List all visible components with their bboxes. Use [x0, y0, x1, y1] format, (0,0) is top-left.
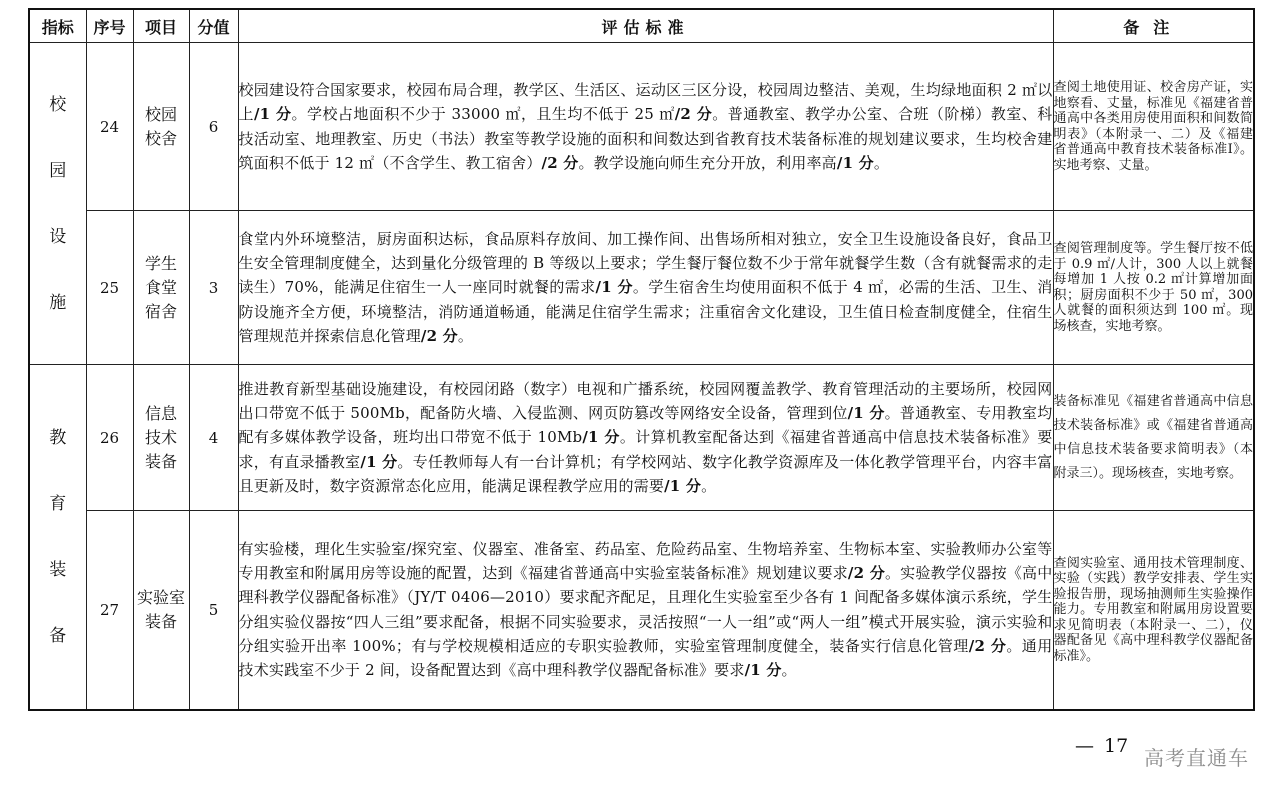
- header-seq: 序号: [86, 9, 133, 43]
- item-cell: [133, 43, 189, 211]
- item-cell: [133, 211, 189, 365]
- criteria-text: 。: [781, 661, 797, 680]
- remark-cell: 查阅实验室、通用技术管理制度、实验（实践）教学安排表、学生实验报告册，现场抽测师生实验操作能力。专用教室和附属用房设置要求见简明表（本附录一、二），仪器配备见《高中理科教学仪器配备标准》。: [1053, 511, 1254, 710]
- points-label: /2 分: [420, 326, 458, 345]
- criteria-text: 。学校占地面积不少于 33000 ㎡，且生均不低于 25 ㎡: [291, 105, 675, 124]
- table-row-26: [29, 365, 1254, 511]
- seq-cell: 27: [86, 511, 133, 710]
- item-line: 宿舍: [144, 301, 177, 321]
- remark-cell: 查阅土地使用证、校舍房产证，实地察看、丈量，标准见《福建省普通高中各类用房使用面积和间数简明表》（本附录一、二）及《福建省普通高中教育技术装备标准Ⅰ》。实地考察、丈量。: [1053, 43, 1254, 211]
- points-label: /1 分: [836, 153, 874, 172]
- header-criteria-text: 评估标准: [601, 17, 690, 37]
- criteria-cell: [238, 43, 1053, 211]
- item-cell: [133, 511, 189, 710]
- header-indicator: 指标: [29, 9, 86, 43]
- category-text: 教育装备: [49, 427, 67, 646]
- criteria-text: 有实验楼，理化生实验室/探究室、仪器室、准备室、药品室、危险药品室、生物培养室、生物标本室、实验教师办公室等专用教室和附属用房等设施的配置，达到《福建省普通高中实验室装备标准》规划建议要求: [238, 539, 1053, 583]
- criteria-text: 。教学设施向师生充分开放，利用率高: [578, 153, 837, 172]
- header-row: [29, 9, 1254, 43]
- seq-cell: 25: [86, 211, 133, 365]
- item-line: 信息: [144, 403, 177, 423]
- criteria-text: 。实验教学仪器按《高中理科教学仪器配备标准》（JY/T 0406—2010）要求配齐配足，且理化生实验室至少各有 1 间配备多媒体演示系统，学生分组实验仪器按“四人三组”要求配备，根据不同实验要求，灵活按照“一人一组”或“两人一组”模式开展实验，演示实验和分组实验开出率 100%；有与学校规模相适应的专职实验教师，实验室管理制度健全，装备实行信息化管理: [238, 564, 1053, 656]
- criteria-text: 。普通教室、专用教室均配有多媒体教学设备，班均出口带宽不低于 10Mb: [238, 404, 1053, 447]
- points-label: /1 分: [582, 428, 620, 447]
- item-line: 装备: [144, 611, 177, 631]
- page-number: [1075, 735, 1128, 757]
- points-label: /1 分: [360, 452, 398, 471]
- category-education-equipment: [29, 365, 86, 710]
- score-cell: 6: [189, 43, 238, 211]
- header-remark-text: 备注: [1123, 17, 1184, 37]
- criteria-text: 。: [457, 326, 474, 345]
- score-cell: 5: [189, 511, 238, 710]
- points-label: /1 分: [847, 404, 885, 423]
- points-label: /2 分: [674, 105, 713, 124]
- item-line: 实验室: [136, 587, 185, 607]
- points-label: /1 分: [595, 278, 633, 297]
- table-row-25: [29, 211, 1254, 365]
- header-item: 项目: [133, 9, 189, 43]
- category-campus-facilities: [29, 43, 86, 365]
- remark-cell: 装备标准见《福建省普通高中信息技术装备标准》或《福建省普通高中信息技术装备要求简明表》（本附录三）。现场核查，实地考察。: [1053, 365, 1254, 511]
- score-cell: 3: [189, 211, 238, 365]
- criteria-text: 。通用技术实践室不少于 2 间，设备配置达到《高中理科教学仪器配备标准》要求: [238, 637, 1053, 680]
- header-score: 分值: [189, 9, 238, 43]
- points-label: /1 分: [253, 105, 292, 124]
- criteria-text: 。普通教室、教学办公室、合班（阶梯）教室、科技活动室、地理教室、历史（书法）教室等教学设施的面积和间数达到省教育技术装备标准的规划建议要求，生均校舍建筑面积不低于 12 ㎡（不含学生、教工宿舍）: [238, 105, 1053, 172]
- watermark: 高考直通车: [1144, 746, 1249, 770]
- item-line: 装备: [144, 451, 177, 471]
- criteria-text: 食堂内外环境整洁，厨房面积达标，食品原料存放间、加工操作间、出售场所相对独立，安全卫生设施设备良好，食品卫生安全管理制度健全，达到量化分级管理的 B 等级以上要求；学生餐厅餐位数不少于常年就餐学生数（含有就餐需求的走读生）70%，能满足住宿生一人一座同时就餐的需求: [238, 229, 1053, 297]
- points-label: /1 分: [744, 661, 782, 680]
- points-label: /2 分: [968, 637, 1007, 656]
- evaluation-table: [28, 8, 1255, 711]
- criteria-text: 。: [701, 476, 717, 495]
- header-remark: [1053, 9, 1254, 43]
- item-line: 技术: [144, 427, 177, 447]
- item-line: 学生: [144, 253, 177, 273]
- score-cell: 4: [189, 365, 238, 511]
- table-row-24: [29, 43, 1254, 211]
- seq-cell: 24: [86, 43, 133, 211]
- points-label: /2 分: [541, 153, 579, 172]
- page-number-value: 17: [1104, 735, 1129, 757]
- criteria-text: 。专任教师每人有一台计算机；有学校网站、数字化教学资源库及一体化教学管理平台，内容丰富且更新及时，数字资源常态化应用，能满足课程教学应用的需要: [238, 452, 1053, 495]
- remark-cell: 查阅管理制度等。学生餐厅按不低于 0.9 ㎡/人计，300 人以上就餐每增加 1 人按 0.2 ㎡计算增加面积；厨房面积不少于 50 ㎡，300 人就餐的面积须达到 100 ㎡。现场核查，实地考察。: [1053, 211, 1254, 365]
- page-dash: —: [1075, 735, 1094, 757]
- criteria-text: 推进教育新型基础设施建设，有校园闭路（数字）电视和广播系统，校园网覆盖教学、教育管理活动的主要场所，校园网出口带宽不低于 500Mb，配备防火墙、入侵监测、网页防篡改等网络安全设备，管理到位: [238, 379, 1053, 423]
- criteria-cell: [238, 365, 1053, 511]
- criteria-text: 。学生宿舍生均使用面积不低于 4 ㎡，必需的生活、卫生、消防设施齐全方便，环境整洁，消防通道畅通，能满足住宿学生需求；注重宿舍文化建设，卫生值日检查制度健全，住宿生管理规范并探索信息化管理: [238, 278, 1053, 345]
- item-line: 校舍: [144, 128, 177, 148]
- table-row-27: [29, 511, 1254, 710]
- seq-cell: 26: [86, 365, 133, 511]
- points-label: /1 分: [664, 476, 702, 495]
- criteria-text: 。计算机教室配备达到《福建省普通高中信息技术装备标准》要求，有直录播教室: [238, 428, 1053, 471]
- item-cell: [133, 365, 189, 511]
- criteria-text: 。: [873, 153, 890, 172]
- criteria-cell: [238, 211, 1053, 365]
- item-line: 校园: [144, 104, 177, 124]
- criteria-text: 校园建设符合国家要求，校园布局合理，教学区、生活区、运动区三区分设，校园周边整洁、美观，生均绿地面积 2 ㎡以上: [238, 80, 1053, 124]
- criteria-cell: [238, 511, 1053, 710]
- item-line: 食堂: [144, 277, 177, 297]
- points-label: /2 分: [847, 564, 885, 583]
- header-criteria: [238, 9, 1053, 43]
- category-text: 校园设施: [49, 94, 67, 313]
